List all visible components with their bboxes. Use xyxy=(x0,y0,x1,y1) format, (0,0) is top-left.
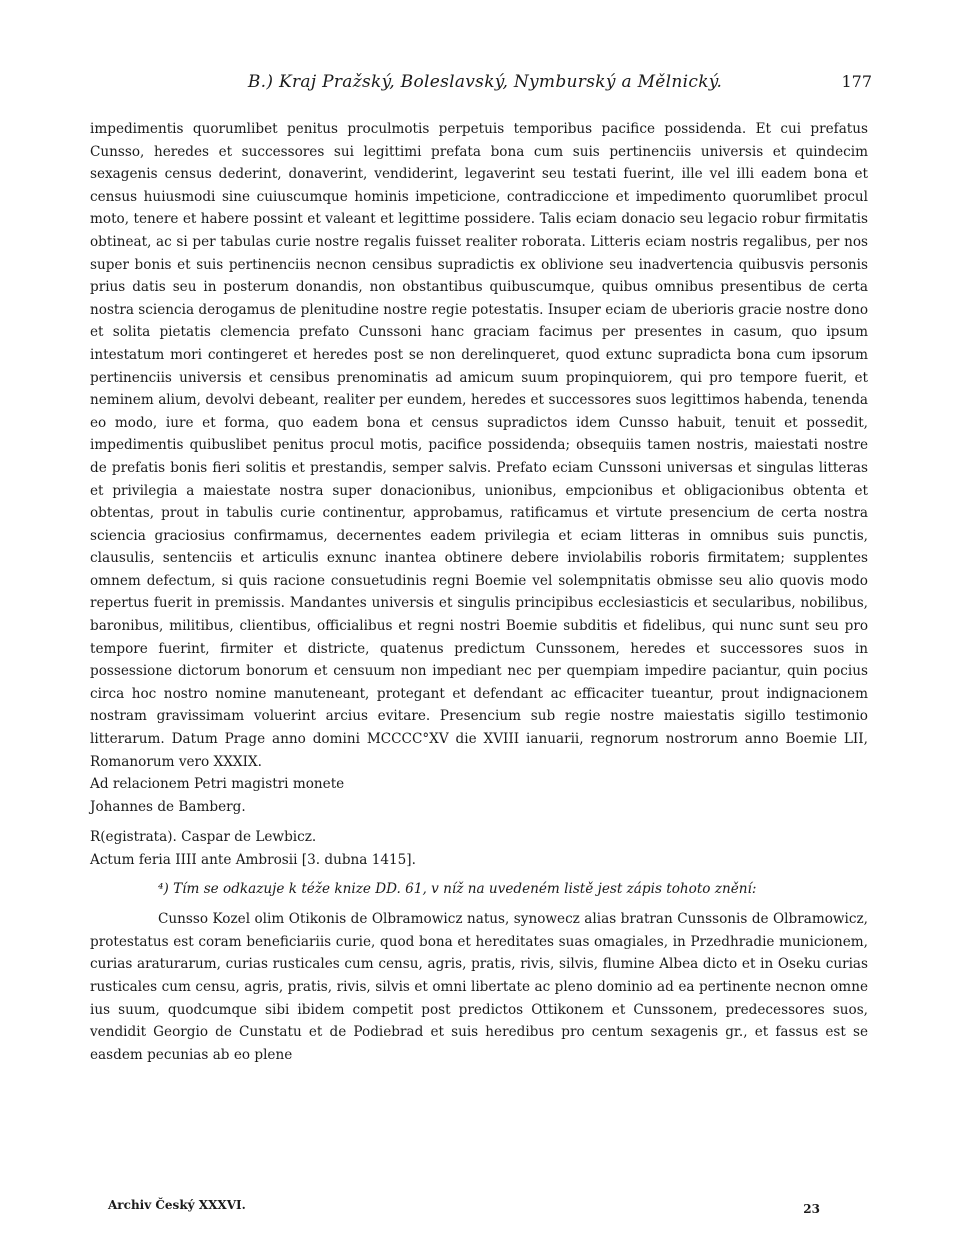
main-text xyxy=(90,118,868,1066)
page-number: 177 xyxy=(841,72,872,91)
sheet-number: 23 xyxy=(803,1202,820,1216)
actum-line: Actum feria IIII ante Ambrosii [3. dubna 1415]. xyxy=(90,852,416,868)
signature-line-1: Ad relacionem Petri magistri monete xyxy=(90,776,345,793)
volume-signature: Archiv Český XXXVI. xyxy=(108,1198,246,1212)
charter-paragraph: impedimentis quorumlibet penitus proculmotis perpetuis temporibus pacifice possidenda. Et cui prefatus Cunsso, heredes et successores sui legittimi prefata bona cum suis pertinenciis universis et quindecim sexagenis census dederint, donaverint, vendiderint, legaverint seu testati fuerint, ille vel illi eadem bona et census huiusmodi sine cuiuscumque hominis impeticione, contradiccione et impedimento quorumlibet procul moto, tenere et habere possint et valeant et legittime possidere. Talis eciam donacio seu legacio robur firmitatis obtineat, ac si per tabulas curie nostre regalis fuisset realiter roborata. Litteris eciam nostris regalibus, per nos super bonis et suis pertinenciis necnon censibus supradictis ex oblivione seu inadvertencia quibusvis personis prius datis seu in posterum donandis, non obstantibus quibuscumque, quibus omnibus presentibus de certa nostra sciencia derogamus de plenitudine nostre regie potestatis. Insuper eciam de uberioris gracie nostre dono et solita pietatis clemencia prefato Cunssoni hanc graciam facimus per presentes in casum, quo ipsum intestatum mori contingeret et heredes post se non derelinqueret, quod extunc supradicta bona cum ipsorum pertinenciis universis et censibus prenominatis ad amicum suum propinquiorem, qui pro tempore fuerit, et neminem alium, devolvi debeant, realiter per eundem, heredes et successores suos legittimos habenda, tenenda eo modo, iure et forma, quo eadem bona et census supradictos idem Cunsso habuit, tenuit et possedit, impedimentis quibuslibet penitus procul motis, pacifice possidenda; obsequiis tamen nostris, maiestati nostre de prefatis bonis fieri solitis et prestandis, semper salvis. Prefato eciam Cunssoni universas et singulas litteras et privilegia a maiestate nostra super donacionibus, unionibus, empcionibus et obligacionibus obtenta et obtentas, prout in tabulis curie continentur, approbamus, ratificamus et virtute presencium de certa nostra sciencia graciosius confirmamus, decernentes eadem privilegia et eciam litteras in omnibus suis punctis, clausulis, sentenciis et articulis exnunc inantea obtinere debere inviolabilis roboris firmitatem; supplentes omnem defectum, si quis racione consuetudinis regni Boemie vel solempnitatis obmisse seu alio quovis modo repertus fuerit in premissis. Mandantes universis et singulis principibus ecclesiasticis et secularibus, nobilibus, baronibus, militibus, clientibus, officialibus et regni nostri Boemie subditis et fidelibus, qui nunc sunt seu pro tempore fuerint, firmiter et districte, quatenus predictum Cunssonem, heredes et successores suos in possessione dictorum bonorum et censuum non impediant nec per quempiam impedire paciantur, quin pocius circa hoc nostro nomine manuteneant, protegant et defendant ac efficaciter tueantur, prout indignacionem nostram gravissimam voluerint arcius evitare. Presencium sub regie nostre maiestatis sigillo testimonio litterarum. Datum Prage anno domini MCCCC°XV die XVIII ianuarii, regnorum nostrorum anno Boemie LII, Romanorum vero XXXIX. xyxy=(90,121,869,770)
page-footer xyxy=(108,1198,828,1218)
footnote-heading: ⁴) Tím se odkazuje k téže knize DD. 61, v níž na uvedeném listě jest zápis tohoto znění: xyxy=(158,880,757,897)
running-header xyxy=(90,72,880,98)
running-title: B.) Kraj Pražský, Boleslavský, Nymburský a Mělnický. xyxy=(247,72,723,92)
footnote-text: Cunsso Kozel olim Otikonis de Olbramowicz natus, synowecz alias bratran Cunssonis de Olbramowicz, protestatus est coram beneficiariis curie, quod bona et hereditates suas omagiales, in Przedhradie municionem, curias araturarum, curias rusticales cum censu, agris, pratis, rivis, silvis, flumine Albea dicto et in Oseku curias rusticales cum censu, agris, pratis, rivis, silvis et omni libertate ac pleno dominio ad ea pertinente necnon omne ius suum, quodcumque sibi ibidem competit post predictos Ottikonem et Cunssonem, predecessores suos, vendidit Georgio de Cunstatu et de Podiebrad et suis heredibus pro centum sexagenis gr., et fassus est se easdem pecunias ab eo plene xyxy=(90,911,868,1063)
registration-line: R(egistrata). Caspar de Lewbicz. xyxy=(90,829,317,846)
signature-line-2: Johannes de Bamberg. xyxy=(90,798,246,815)
footnote xyxy=(90,878,868,1067)
